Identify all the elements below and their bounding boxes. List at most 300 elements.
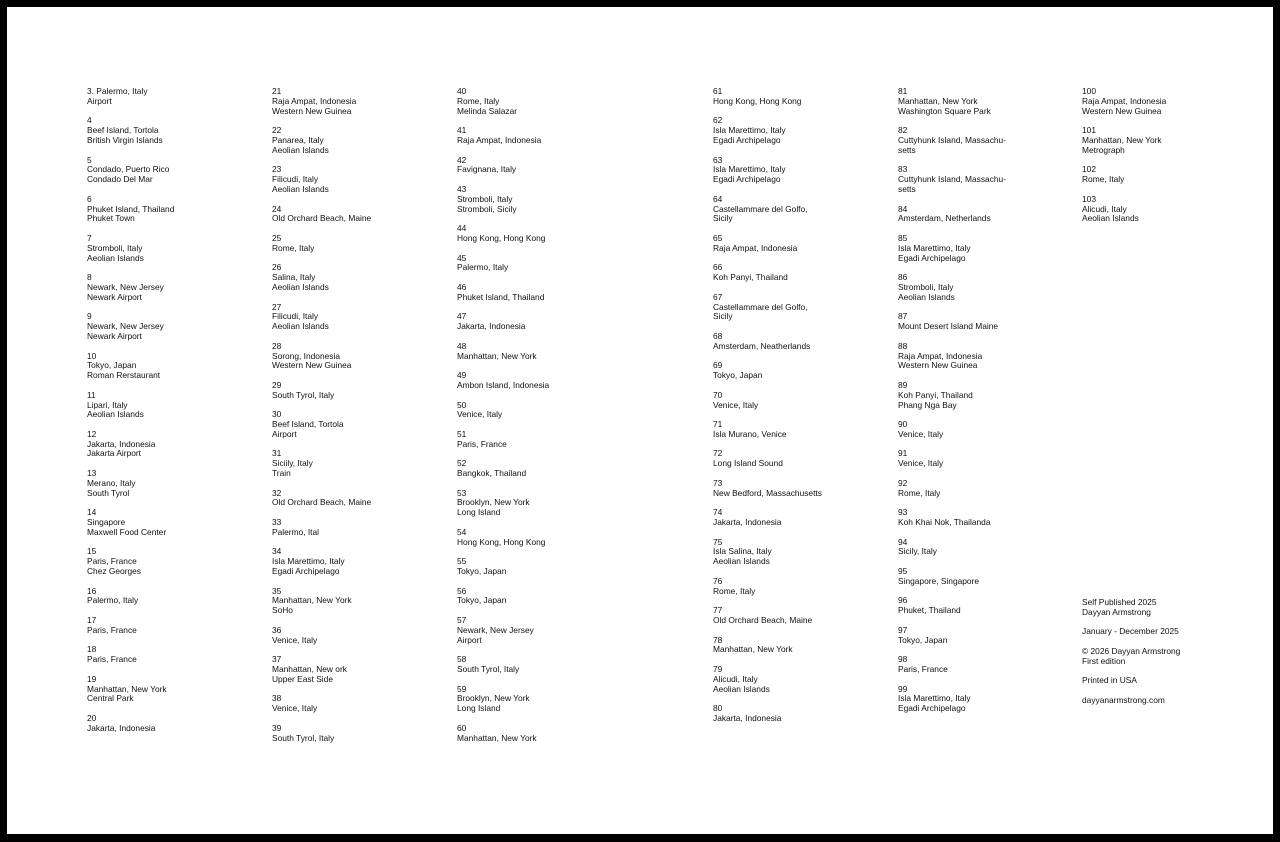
index-entry bbox=[272, 724, 462, 744]
index-entry bbox=[272, 518, 462, 538]
entry-location-line: Long Island Sound bbox=[713, 458, 783, 469]
entry-location-line: Jakarta, Indonesia bbox=[87, 438, 156, 449]
entry-location-line: Venice, Italy bbox=[272, 634, 318, 645]
colophon-author: Dayyan Armstrong bbox=[1082, 606, 1151, 617]
entry-location-line: Egadi Archipelago bbox=[713, 134, 781, 145]
entry-number: 10 bbox=[87, 350, 97, 361]
entry-number: 80 bbox=[713, 703, 723, 714]
entry-number: 79 bbox=[713, 664, 723, 675]
entry-number: 5 bbox=[87, 154, 92, 165]
colophon-website: dayyanarmstrong.com bbox=[1082, 694, 1165, 705]
entry-location-line: Newark, New Jersey bbox=[87, 321, 164, 332]
entry-location-line: Phuket Island, Thailand bbox=[457, 291, 545, 302]
entry-location-line: Ambon Island, Indonesia bbox=[457, 379, 550, 390]
index-entry bbox=[898, 596, 1088, 616]
entry-number: 56 bbox=[457, 585, 467, 596]
entry-number: 64 bbox=[713, 193, 723, 204]
entry-location-line: Hong Kong, Hong Kong bbox=[457, 232, 546, 243]
entry-location-line: Western New Guinea bbox=[272, 360, 352, 371]
entry-location-line: Lipari, Italy bbox=[87, 399, 128, 410]
entry-location-line: Rome, Italy bbox=[898, 487, 941, 498]
entry-location-line: Central Park bbox=[87, 693, 134, 704]
entry-location-line: Koh Panyi, Thailand bbox=[713, 272, 788, 283]
index-entry bbox=[87, 675, 277, 704]
entry-location-line: Manhattan, New ork bbox=[272, 664, 347, 675]
index-entry bbox=[713, 391, 903, 411]
index-entry bbox=[272, 547, 462, 576]
entry-number: 44 bbox=[457, 223, 467, 234]
entry-number: 60 bbox=[457, 722, 467, 733]
entry-location-line: Raja Ampat, Indonesia bbox=[1082, 95, 1167, 106]
entry-location-line: Egadi Archipelago bbox=[898, 703, 966, 714]
book-page bbox=[7, 7, 1273, 834]
entry-number: 29 bbox=[272, 379, 282, 390]
entry-number: 50 bbox=[457, 399, 467, 410]
entry-number: 93 bbox=[898, 507, 908, 518]
colophon-website-block bbox=[1082, 696, 1252, 706]
index-entry bbox=[457, 371, 647, 391]
entry-location-line: Paris, France bbox=[87, 556, 137, 567]
entry-location-line: Rome, Italy bbox=[1082, 174, 1125, 185]
entry-location-line: Long Island bbox=[457, 507, 501, 518]
entry-number: 91 bbox=[898, 448, 908, 459]
entry-location-line: Newark, New Jersey bbox=[457, 624, 534, 635]
entry-location-line: Tokyo, Japan bbox=[898, 634, 948, 645]
entry-location-line: Koh Panyi, Thailand bbox=[898, 389, 973, 400]
entry-number: 22 bbox=[272, 125, 282, 136]
index-entry bbox=[87, 312, 277, 341]
entry-number: 85 bbox=[898, 232, 908, 243]
entry-location-line: Aeolian Islands bbox=[1082, 213, 1139, 224]
index-entry bbox=[87, 195, 277, 224]
entry-number: 69 bbox=[713, 360, 723, 371]
entry-location-line: Tokyo, Japan bbox=[457, 595, 507, 606]
entry-location-line: Cuttyhunk Island, Massachu- bbox=[898, 174, 1006, 185]
index-entry bbox=[898, 508, 1088, 528]
index-entry bbox=[713, 156, 903, 185]
entry-location-line: Aeolian Islands bbox=[87, 409, 144, 420]
colophon-copyright-block bbox=[1082, 647, 1252, 667]
entry-number: 6 bbox=[87, 193, 92, 204]
entry-number: 59 bbox=[457, 683, 467, 694]
index-entry bbox=[457, 126, 647, 146]
entry-location-line: Isla Marettimo, Italy bbox=[713, 125, 786, 136]
entry-number: 21 bbox=[272, 86, 282, 96]
entry-location-line: Jakarta Airport bbox=[87, 448, 141, 459]
entry-number: 39 bbox=[272, 722, 282, 733]
index-entry bbox=[457, 685, 647, 714]
entry-location-line: South Tyrol bbox=[87, 487, 130, 498]
index-entry bbox=[87, 87, 277, 107]
entry-location-line: Beef Island, Tortola bbox=[87, 125, 159, 136]
entry-location-line: Melinda Salazar bbox=[457, 105, 518, 116]
entry-location-line: Paris, France bbox=[87, 654, 137, 665]
entry-location-line: South Tyrol, Italy bbox=[457, 664, 520, 675]
entry-location-line: Aeolian Islands bbox=[713, 556, 770, 567]
index-entry bbox=[1082, 165, 1272, 185]
entry-location-line: Paris, France bbox=[898, 664, 948, 675]
index-entry bbox=[713, 606, 903, 626]
entry-number: 62 bbox=[713, 115, 723, 126]
index-entry bbox=[898, 342, 1088, 371]
colophon-printed: Printed in USA bbox=[1082, 675, 1137, 686]
entry-number: 61 bbox=[713, 86, 723, 96]
entry-number: 13 bbox=[87, 468, 97, 479]
entry-location-line: Stromboli, Italy bbox=[898, 281, 954, 292]
entry-number: 65 bbox=[713, 232, 723, 243]
entry-location-line: Train bbox=[272, 468, 291, 479]
entry-location-line: Newark Airport bbox=[87, 291, 142, 302]
entry-location-line: Beef Island, Tortola bbox=[272, 419, 344, 430]
index-entry bbox=[87, 156, 277, 185]
index-entry bbox=[272, 165, 462, 194]
entry-number: 7 bbox=[87, 232, 92, 243]
entry-location-line: South Tyrol, Italy bbox=[272, 389, 335, 400]
index-column-5 bbox=[898, 87, 1088, 724]
entry-location-line: Stromboli, Italy bbox=[87, 242, 143, 253]
entry-location-line: Castellammare del Golfo, bbox=[713, 203, 808, 214]
entry-number: 68 bbox=[713, 330, 723, 341]
colophon-copyright: © 2026 Dayyan Armstrong bbox=[1082, 645, 1181, 656]
entry-number: 83 bbox=[898, 164, 908, 175]
index-entry bbox=[898, 685, 1088, 714]
entry-location-line: Stromboli, Italy bbox=[457, 193, 513, 204]
index-entry bbox=[713, 449, 903, 469]
index-entry bbox=[272, 342, 462, 371]
entry-number: 99 bbox=[898, 683, 908, 694]
entry-location-line: Airport bbox=[457, 634, 482, 645]
entry-number: 35 bbox=[272, 585, 282, 596]
entry-location-line: Venice, Italy bbox=[272, 703, 318, 714]
entry-location-line: Palermo, Italy bbox=[457, 262, 509, 273]
entry-location-line: Brooklyn, New York bbox=[457, 693, 530, 704]
entry-location-line: Paris, France bbox=[87, 624, 137, 635]
entry-location-line: Manhattan, New York bbox=[457, 350, 537, 361]
entry-number: 37 bbox=[272, 654, 282, 665]
index-entry bbox=[457, 587, 647, 607]
entry-location-line: Aeolian Islands bbox=[272, 281, 329, 292]
entry-location-line: Manhattan, New York bbox=[272, 595, 352, 606]
entry-location-line: Singapore bbox=[87, 517, 126, 528]
index-entry bbox=[272, 303, 462, 332]
index-entry bbox=[713, 234, 903, 254]
entry-location-line: Western New Guinea bbox=[1082, 105, 1162, 116]
index-entry bbox=[272, 587, 462, 616]
index-entry bbox=[898, 567, 1088, 587]
entry-location-line: setts bbox=[898, 183, 916, 194]
entry-number: 41 bbox=[457, 125, 467, 136]
entry-number: 101 bbox=[1082, 125, 1096, 136]
index-entry bbox=[898, 234, 1088, 263]
entry-number: 103 bbox=[1082, 193, 1096, 204]
entry-number: 88 bbox=[898, 340, 908, 351]
index-entry bbox=[457, 489, 647, 518]
entry-number: 58 bbox=[457, 654, 467, 665]
entry-location-line: Venice, Italy bbox=[713, 399, 759, 410]
entry-location-line: Isla Marettimo, Italy bbox=[272, 556, 345, 567]
entry-number: 32 bbox=[272, 487, 282, 498]
entry-number: 74 bbox=[713, 507, 723, 518]
entry-location-line: Jakarta, Indonesia bbox=[87, 722, 156, 733]
entry-location-line: Alicudi, Italy bbox=[713, 673, 758, 684]
entry-location-line: Isla Murano, Venice bbox=[713, 428, 787, 439]
index-entry bbox=[1082, 126, 1272, 155]
index-entry bbox=[1082, 87, 1272, 116]
index-entry bbox=[898, 165, 1088, 194]
entry-location-line: Tokyo, Japan bbox=[457, 566, 507, 577]
entry-location-line: Newark Airport bbox=[87, 330, 142, 341]
entry-location-line: Roman Rerstaurant bbox=[87, 370, 161, 381]
entry-location-line: Phang Nga Bay bbox=[898, 399, 957, 410]
index-entry bbox=[898, 479, 1088, 499]
index-column-4 bbox=[713, 87, 903, 734]
entry-location-line: Castellammare del Golfo, bbox=[713, 301, 808, 312]
colophon-publisher: Self Published 2025 bbox=[1082, 597, 1157, 607]
index-entry bbox=[457, 401, 647, 421]
index-entry bbox=[87, 547, 277, 576]
index-entry bbox=[898, 381, 1088, 410]
entry-location-line: Manhattan, New York bbox=[713, 644, 793, 655]
entry-location-line: Filicudi, Italy bbox=[272, 174, 319, 185]
index-entry bbox=[272, 234, 462, 254]
entry-location-line: Phuket, Thailand bbox=[898, 605, 961, 616]
entry-location-line: Rome, Italy bbox=[713, 585, 756, 596]
index-entry bbox=[898, 420, 1088, 440]
index-entry bbox=[713, 665, 903, 694]
entry-number: 90 bbox=[898, 419, 908, 430]
entry-location-line: Old Orchard Beach, Maine bbox=[272, 213, 372, 224]
entry-number: 96 bbox=[898, 595, 908, 606]
entry-location-line: Palermo, Ital bbox=[272, 526, 320, 537]
entry-location-line: Chez Georges bbox=[87, 566, 141, 577]
entry-number: 51 bbox=[457, 428, 467, 439]
entry-number: 100 bbox=[1082, 86, 1096, 96]
entry-number: 95 bbox=[898, 566, 908, 577]
index-entry bbox=[898, 449, 1088, 469]
index-entry bbox=[713, 87, 903, 107]
index-entry bbox=[272, 410, 462, 439]
entry-location-line: Old Orchard Beach, Maine bbox=[713, 615, 813, 626]
index-entry bbox=[898, 312, 1088, 332]
entry-number: 15 bbox=[87, 546, 97, 557]
index-entry bbox=[457, 430, 647, 450]
entry-number: 26 bbox=[272, 262, 282, 273]
index-entry bbox=[87, 391, 277, 420]
index-entry bbox=[87, 587, 277, 607]
entry-location-line: Aeolian Islands bbox=[713, 683, 770, 694]
entry-number: 70 bbox=[713, 389, 723, 400]
index-entry bbox=[272, 449, 462, 478]
entry-number: 38 bbox=[272, 693, 282, 704]
entry-number: 20 bbox=[87, 713, 97, 723]
entry-number: 63 bbox=[713, 154, 723, 165]
entry-location-line: Hong Kong, Hong Kong bbox=[713, 95, 802, 106]
entry-number: 45 bbox=[457, 252, 467, 263]
entry-location-line: Salina, Italy bbox=[272, 272, 316, 283]
entry-number: 98 bbox=[898, 654, 908, 665]
entry-location-line: Venice, Italy bbox=[898, 458, 944, 469]
index-entry bbox=[457, 156, 647, 176]
index-entry bbox=[272, 626, 462, 646]
index-entry bbox=[713, 361, 903, 381]
entry-location-line: Raja Ampat, Indonesia bbox=[272, 95, 357, 106]
entry-location-line: Manhattan, New York bbox=[87, 683, 167, 694]
entry-number: 89 bbox=[898, 379, 908, 390]
entry-location-line: Western New Guinea bbox=[898, 360, 978, 371]
entry-location-line: Isla Marettimo, Italy bbox=[713, 164, 786, 175]
entry-number: 54 bbox=[457, 526, 467, 537]
entry-location-line: Raja Ampat, Indonesia bbox=[898, 350, 983, 361]
entry-location-line: Rome, Italy bbox=[457, 95, 500, 106]
entry-location-line: Aeolian Islands bbox=[272, 183, 329, 194]
index-entry bbox=[898, 87, 1088, 116]
entry-number: 53 bbox=[457, 487, 467, 498]
entry-location-line: Condado Del Mar bbox=[87, 174, 153, 185]
entry-number: 82 bbox=[898, 125, 908, 136]
entry-location-line: Newark, New Jersey bbox=[87, 281, 164, 292]
entry-location-line: Egadi Archipelago bbox=[713, 174, 781, 185]
index-entry bbox=[898, 626, 1088, 646]
entry-location-line: Amsterdam, Netherlands bbox=[898, 213, 991, 224]
index-entry bbox=[713, 116, 903, 145]
entry-number: 4 bbox=[87, 115, 92, 126]
entry-location-line: Koh Khai Nok, Thailanda bbox=[898, 517, 991, 528]
index-entry bbox=[898, 273, 1088, 302]
entry-location-line: SoHo bbox=[272, 605, 293, 616]
index-entry bbox=[713, 538, 903, 567]
entry-number: 86 bbox=[898, 272, 908, 283]
index-entry bbox=[713, 508, 903, 528]
entry-location-line: Manhattan, New York bbox=[457, 732, 537, 743]
index-entry bbox=[457, 312, 647, 332]
entry-location-line: Paris, France bbox=[457, 438, 507, 449]
entry-location-line: Bangkok, Thailand bbox=[457, 468, 527, 479]
entry-location-line: Airport bbox=[87, 95, 112, 106]
entry-location-line: Mount Desert Island Maine bbox=[898, 321, 999, 332]
entry-number: 36 bbox=[272, 624, 282, 635]
entry-number: 73 bbox=[713, 477, 723, 488]
entry-number: 71 bbox=[713, 419, 723, 430]
index-entry bbox=[457, 283, 647, 303]
index-entry bbox=[713, 195, 903, 224]
entry-location-line: Aeolian Islands bbox=[87, 252, 144, 263]
index-entry bbox=[898, 205, 1088, 225]
index-entry bbox=[87, 616, 277, 636]
entry-number: 84 bbox=[898, 203, 908, 214]
entry-location-line: Filicudi, Italy bbox=[272, 311, 319, 322]
entry-number: 76 bbox=[713, 575, 723, 586]
entry-number: 81 bbox=[898, 86, 908, 96]
entry-number: 14 bbox=[87, 507, 97, 518]
entry-number: 52 bbox=[457, 458, 467, 469]
entry-number: 12 bbox=[87, 428, 97, 439]
entry-number: 18 bbox=[87, 644, 97, 655]
entry-number: 102 bbox=[1082, 164, 1096, 175]
index-entry bbox=[457, 616, 647, 645]
index-entry bbox=[87, 116, 277, 145]
entry-number: 16 bbox=[87, 585, 97, 596]
index-entry bbox=[898, 126, 1088, 155]
index-entry bbox=[713, 577, 903, 597]
index-column-6 bbox=[1082, 87, 1272, 234]
entry-number: 17 bbox=[87, 615, 97, 626]
entry-location-line: Tokyo, Japan bbox=[87, 360, 137, 371]
index-entry bbox=[87, 273, 277, 302]
index-entry bbox=[457, 254, 647, 274]
entry-location-line: Aeolian Islands bbox=[272, 321, 329, 332]
entry-location-line: New Bedford, Massachusetts bbox=[713, 487, 822, 498]
entry-number: 25 bbox=[272, 232, 282, 243]
index-entry bbox=[457, 655, 647, 675]
index-entry bbox=[272, 205, 462, 225]
entry-number: 97 bbox=[898, 624, 908, 635]
entry-location-line: Long Island bbox=[457, 703, 501, 714]
entry-location-line: Venice, Italy bbox=[898, 428, 944, 439]
index-entry bbox=[898, 655, 1088, 675]
entry-number: 92 bbox=[898, 477, 908, 488]
index-entry bbox=[87, 352, 277, 381]
entry-location-line: Venice, Italy bbox=[457, 409, 503, 420]
index-column-2 bbox=[272, 87, 462, 753]
index-entry bbox=[457, 342, 647, 362]
entry-number: 31 bbox=[272, 448, 282, 459]
entry-location-line: Alicudi, Italy bbox=[1082, 203, 1127, 214]
colophon-edition: First edition bbox=[1082, 655, 1126, 666]
entry-location-line: Jakarta, Indonesia bbox=[713, 713, 782, 723]
entry-location-line: Old Orchard Beach, Maine bbox=[272, 497, 372, 508]
entry-number: 43 bbox=[457, 183, 467, 194]
entry-number: 78 bbox=[713, 634, 723, 645]
index-entry bbox=[272, 655, 462, 684]
entry-location-line: Amsterdam, Neatherlands bbox=[713, 340, 811, 351]
index-entry bbox=[713, 636, 903, 656]
index-entry bbox=[87, 508, 277, 537]
entry-location-line: Rome, Italy bbox=[272, 242, 315, 253]
index-column-1 bbox=[87, 87, 277, 743]
index-entry bbox=[1082, 195, 1272, 224]
entry-location-line: British Virgin Islands bbox=[87, 134, 163, 145]
index-entry bbox=[87, 645, 277, 665]
entry-location-line: Panarea, Italy bbox=[272, 134, 324, 145]
index-entry bbox=[457, 557, 647, 577]
colophon-publisher-block bbox=[1082, 598, 1252, 618]
colophon-printed-block bbox=[1082, 676, 1252, 686]
entry-number: 66 bbox=[713, 262, 723, 273]
entry-number: 47 bbox=[457, 311, 467, 322]
entry-location-line: Isla Salina, Italy bbox=[713, 546, 772, 557]
entry-location-line: Merano, Italy bbox=[87, 477, 136, 488]
index-entry bbox=[457, 224, 647, 244]
index-entry bbox=[272, 263, 462, 292]
entry-number: 77 bbox=[713, 605, 723, 616]
entry-location-line: Tokyo, Japan bbox=[713, 370, 763, 381]
entry-location-line: Western New Guinea bbox=[272, 105, 352, 116]
index-entry bbox=[87, 430, 277, 459]
entry-location-line: Siciily, Italy bbox=[272, 458, 313, 469]
index-entry bbox=[713, 704, 903, 724]
colophon bbox=[1082, 598, 1252, 716]
entry-location-line: Manhattan, New York bbox=[898, 95, 978, 106]
entry-location-line: Raja Ampat, Indonesia bbox=[713, 242, 798, 253]
entry-number: 19 bbox=[87, 673, 97, 684]
entry-location-line: Favignana, Italy bbox=[457, 164, 517, 175]
entry-location-line: Phuket Island, Thailand bbox=[87, 203, 175, 214]
entry-number: 48 bbox=[457, 340, 467, 351]
entry-location-line: Egadi Archipelago bbox=[898, 252, 966, 263]
entry-location-line: Singapore, Singapore bbox=[898, 575, 980, 586]
entry-location-line: Cuttyhunk Island, Massachu- bbox=[898, 134, 1006, 145]
index-entry bbox=[272, 489, 462, 509]
